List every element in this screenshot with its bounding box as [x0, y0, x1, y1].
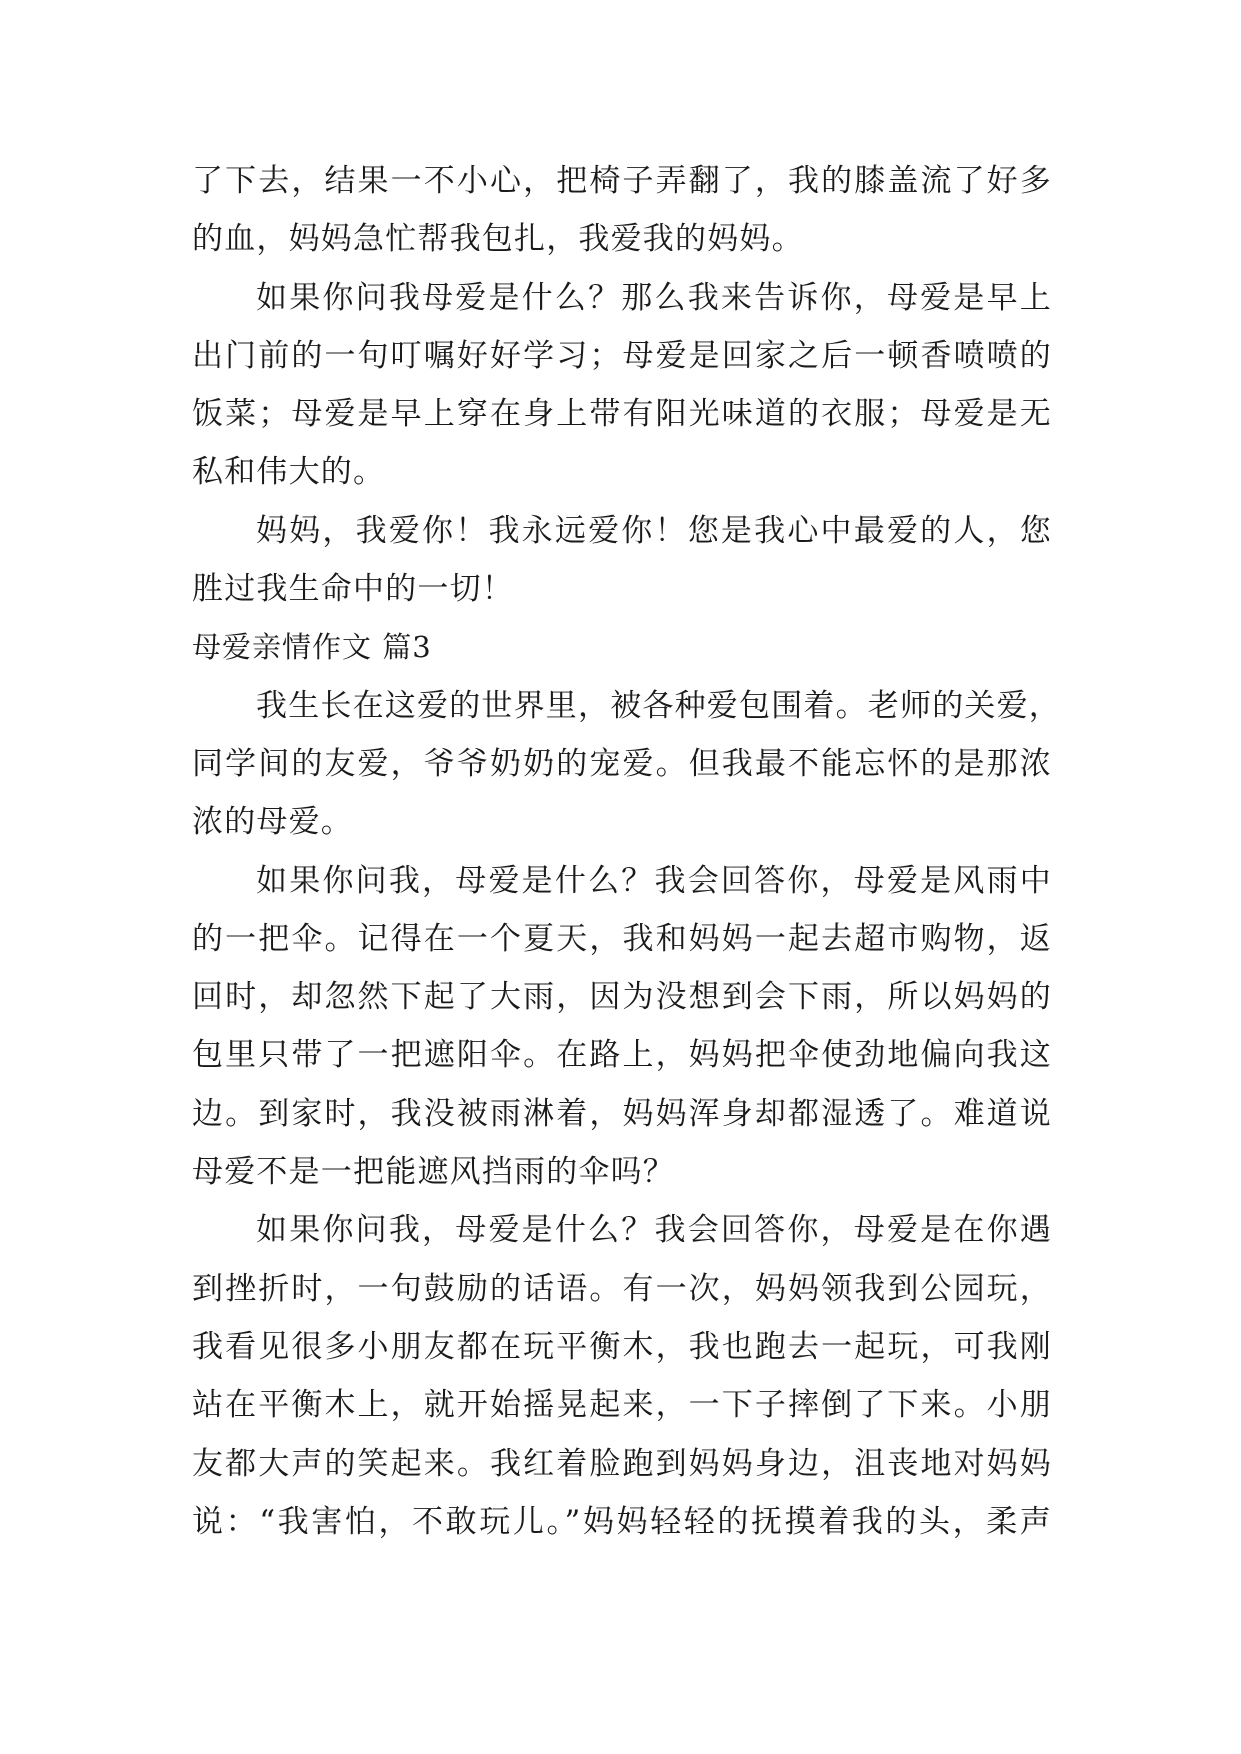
paragraph-line: 饭菜；母爱是早上穿在身上带有阳光味道的衣服；母爱是无: [192, 396, 1052, 433]
document-page: [192, 152, 1061, 1551]
paragraph-line: 我生长在这爱的世界里，被各种爱包围着。老师的关爱，: [256, 687, 1061, 724]
paragraph-line: 私和伟大的。: [192, 454, 386, 491]
paragraph: [192, 852, 1052, 1202]
paragraph-line: 的一把伞。记得在一个夏天，我和妈妈一起去超市购物，返: [192, 920, 1052, 957]
paragraph: [192, 269, 1052, 502]
paragraph-line: 出门前的一句叮嘱好好学习；母爱是回家之后一顿香喷喷的: [192, 337, 1052, 374]
paragraph-line: 说：“我害怕，不敢玩儿。”妈妈轻轻的抚摸着我的头，柔声: [192, 1503, 1052, 1540]
paragraph-line: 如果你问我母爱是什么？那么我来告诉你，母爱是早上: [256, 279, 1052, 316]
paragraph-line: 胜过我生命中的一切！: [192, 571, 514, 608]
paragraph-line: 的血，妈妈急忙帮我包扎，我爱我的妈妈。: [192, 221, 804, 258]
paragraph-line: 包里只带了一把遮阳伞。在路上，妈妈把伞使劲地偏向我这: [192, 1037, 1052, 1074]
paragraph-line: 站在平衡木上，就开始摇晃起来，一下子摔倒了下来。小朋: [192, 1387, 1052, 1424]
paragraph-line: 我看见很多小朋友都在玩平衡木，我也跑去一起玩，可我刚: [192, 1328, 1052, 1365]
paragraph-line: 友都大声的笑起来。我红着脸跑到妈妈身边，沮丧地对妈妈: [192, 1445, 1052, 1482]
paragraph-line: 浓的母爱。: [192, 804, 353, 841]
paragraph: [192, 502, 1052, 619]
paragraph: [192, 677, 1061, 852]
paragraph-line: 母爱不是一把能遮风挡雨的伞吗？: [192, 1154, 675, 1191]
paragraph-line: 到挫折时，一句鼓励的话语。有一次，妈妈领我到公园玩，: [192, 1270, 1052, 1307]
paragraph: [192, 1201, 1052, 1551]
paragraph-line: 边。到家时，我没被雨淋着，妈妈浑身却都湿透了。难道说: [192, 1095, 1052, 1132]
paragraph-line: 回时，却忽然下起了大雨，因为没想到会下雨，所以妈妈的: [192, 979, 1052, 1016]
section-heading: 母爱亲情作文 篇3: [192, 630, 432, 665]
paragraph-line: 了下去，结果一不小心，把椅子弄翻了，我的膝盖流了好多: [192, 163, 1052, 199]
paragraph: [192, 152, 1052, 269]
paragraph-line: 妈妈，我爱你！我永远爱你！您是我心中最爱的人，您: [256, 512, 1052, 549]
paragraph-line: 同学间的友爱，爷爷奶奶的宠爱。但我最不能忘怀的是那浓: [192, 745, 1052, 782]
paragraph-line: 如果你问我，母爱是什么？我会回答你，母爱是风雨中: [256, 862, 1052, 899]
paragraph-line: 如果你问我，母爱是什么？我会回答你，母爱是在你遇: [256, 1212, 1052, 1249]
